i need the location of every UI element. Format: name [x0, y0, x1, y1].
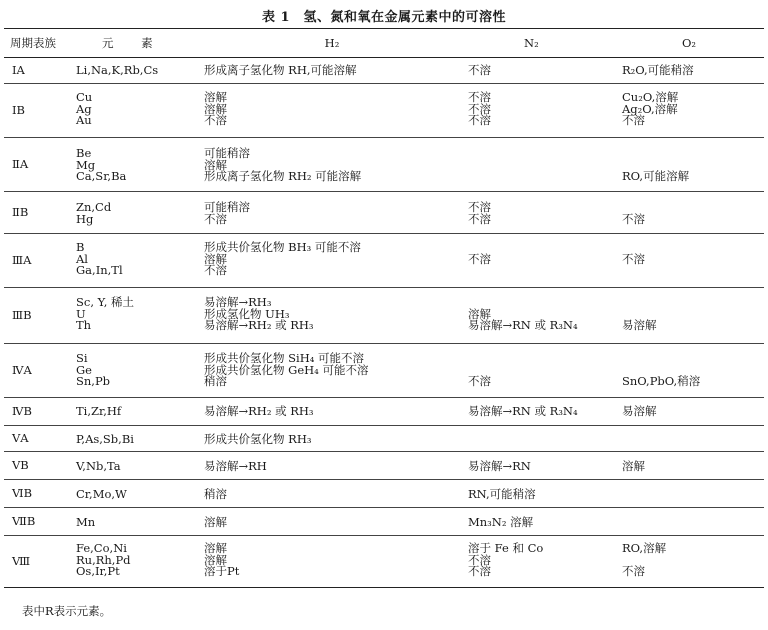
element-line: Cr,Mo,W — [76, 487, 127, 501]
o2-cell — [614, 480, 764, 508]
n2-cell — [464, 426, 614, 452]
h2-line: 溶解 — [204, 157, 227, 172]
h2-line: 溶解 — [204, 541, 227, 555]
group-cell: ⅠA — [12, 62, 25, 77]
o2-cell — [614, 508, 764, 536]
o2-line: 易溶解 — [622, 404, 657, 418]
o2-cell — [614, 344, 764, 398]
o2-line: 不溶 — [622, 211, 645, 226]
element-line: Ag — [76, 101, 92, 116]
element-line: Th — [76, 318, 92, 332]
h2-cell — [200, 398, 464, 426]
group-cell: ⅠB — [12, 102, 25, 117]
h2-cell — [200, 426, 464, 452]
element-cell — [72, 138, 200, 192]
h2-line: 易溶解→RH₂ 或 RH₃ — [204, 404, 314, 418]
n2-cell — [464, 398, 614, 426]
element-line: Au — [76, 113, 92, 127]
h2-line: 溶解 — [204, 251, 227, 266]
n2-cell — [464, 480, 614, 508]
n2-cell — [464, 508, 614, 536]
element-line: Sn,Pb — [76, 374, 111, 388]
table-body — [4, 58, 764, 588]
table-row — [4, 536, 764, 588]
element-line: Si — [76, 351, 88, 365]
header-group: 周期表族 — [4, 29, 72, 58]
element-cell — [72, 192, 200, 234]
element-line: Hg — [76, 211, 94, 226]
o2-line: 不溶 — [622, 113, 645, 127]
group-cell: ⅣA — [12, 362, 32, 377]
o2-line — [622, 353, 760, 365]
h2-line: 稍溶 — [204, 487, 227, 501]
n2-line: 不溶 — [468, 564, 491, 578]
footnote: 表中R表示元素。 — [22, 604, 112, 618]
o2-line — [622, 517, 760, 529]
o2-line: Ag₂O,溶解 — [622, 101, 678, 116]
o2-line: Cu₂O,溶解 — [622, 90, 679, 104]
h2-line: 可能稍溶 — [204, 146, 250, 160]
h2-line: 溶于Pt — [204, 564, 240, 578]
h2-cell — [200, 344, 464, 398]
table-row — [4, 138, 764, 192]
element-line: Al — [76, 251, 88, 266]
group-cell: ⅦB — [12, 513, 36, 528]
o2-cell — [614, 234, 764, 288]
h2-line: 形成离子氢化物 RH,可能溶解 — [204, 63, 357, 77]
element-line: V,Nb,Ta — [76, 459, 121, 473]
n2-cell — [464, 452, 614, 480]
header-h2: H₂ — [200, 29, 464, 58]
h2-cell — [200, 234, 464, 288]
group-cell: ⅢA — [12, 252, 32, 267]
o2-line — [622, 434, 760, 446]
o2-line: 易溶解 — [622, 318, 657, 332]
h2-line: 形成氢化物 UH₃ — [204, 306, 290, 321]
element-cell — [72, 58, 200, 84]
group-cell: Ⅷ — [12, 553, 31, 568]
h2-cell — [200, 288, 464, 344]
o2-line: 不溶 — [622, 251, 645, 266]
header-o2: O₂ — [614, 29, 764, 58]
n2-line: 不溶 — [468, 63, 491, 77]
h2-cell — [200, 480, 464, 508]
h2-cell — [200, 192, 464, 234]
group-cell: ⅤB — [12, 457, 29, 472]
element-line: Sc, Y, 稀土 — [76, 295, 135, 309]
o2-cell — [614, 452, 764, 480]
header-row — [4, 29, 764, 58]
o2-cell — [614, 84, 764, 138]
n2-cell — [464, 536, 614, 588]
element-line: P,As,Sb,Bi — [76, 432, 134, 446]
h2-cell — [200, 84, 464, 138]
element-cell — [72, 84, 200, 138]
table-row — [4, 234, 764, 288]
n2-line: 不溶 — [468, 101, 491, 116]
n2-line: 易溶解→RN 或 R₃N₄ — [468, 318, 578, 332]
element-line: Be — [76, 146, 92, 160]
element-cell — [72, 480, 200, 508]
n2-line: 易溶解→RN — [468, 459, 531, 473]
element-line: Li,Na,K,Rb,Cs — [76, 63, 159, 77]
o2-cell — [614, 138, 764, 192]
table-row — [4, 426, 764, 452]
element-line: Cu — [76, 90, 93, 104]
n2-line: 不溶 — [468, 374, 491, 388]
n2-line: 溶解 — [468, 306, 491, 321]
element-cell — [72, 452, 200, 480]
n2-line — [468, 148, 610, 160]
n2-line: 不溶 — [468, 200, 491, 214]
n2-cell — [464, 58, 614, 84]
n2-line: 不溶 — [468, 113, 491, 127]
h2-cell — [200, 536, 464, 588]
o2-line: RO,溶解 — [622, 541, 667, 555]
n2-cell — [464, 288, 614, 344]
h2-cell — [200, 508, 464, 536]
h2-line: 溶解 — [204, 552, 227, 567]
n2-line — [468, 353, 610, 365]
n2-line — [468, 265, 610, 277]
element-line: Ge — [76, 362, 92, 377]
element-line: Zn,Cd — [76, 200, 112, 214]
o2-line — [622, 148, 760, 160]
o2-cell — [614, 536, 764, 588]
h2-line: 不溶 — [204, 211, 227, 226]
o2-line — [622, 489, 760, 501]
table-row — [4, 288, 764, 344]
h2-line: 易溶解→RH₂ 或 RH₃ — [204, 318, 314, 332]
h2-line: 溶解 — [204, 515, 227, 529]
o2-cell — [614, 288, 764, 344]
group-cell: ⅥB — [12, 485, 33, 500]
element-line: Mn — [76, 515, 96, 529]
table-row — [4, 192, 764, 234]
n2-line — [468, 160, 610, 172]
h2-line: 可能稍溶 — [204, 200, 250, 214]
n2-cell — [464, 234, 614, 288]
o2-cell — [614, 398, 764, 426]
element-line: Fe,Co,Ni — [76, 541, 127, 555]
o2-line: 不溶 — [622, 564, 645, 578]
element-cell — [72, 288, 200, 344]
h2-cell — [200, 138, 464, 192]
n2-line: 易溶解→RN 或 R₃N₄ — [468, 404, 578, 418]
element-line: Ca,Sr,Ba — [76, 169, 127, 183]
h2-line: 溶解 — [204, 90, 227, 104]
element-cell — [72, 536, 200, 588]
o2-line: R₂O,可能稍溶 — [622, 63, 694, 77]
element-cell — [72, 398, 200, 426]
h2-line: 易溶解→RH₃ — [204, 295, 272, 309]
n2-cell — [464, 192, 614, 234]
table-row — [4, 84, 764, 138]
o2-cell — [614, 426, 764, 452]
h2-line: 形成离子氢化物 RH₂ 可能溶解 — [204, 169, 362, 183]
element-line: Ru,Rh,Pd — [76, 552, 131, 567]
table-title: 表 1 氢、氮和氧在金属元素中的可溶性 — [261, 10, 507, 25]
element-line: Ti,Zr,Hf — [76, 404, 122, 418]
element-line: Ga,In,Tl — [76, 263, 123, 277]
element-cell — [72, 426, 200, 452]
header-element: 元 素 — [72, 29, 200, 58]
solubility-table — [4, 28, 764, 588]
element-cell — [72, 508, 200, 536]
n2-line: 不溶 — [468, 251, 491, 266]
element-cell — [72, 344, 200, 398]
n2-line — [468, 434, 610, 446]
n2-line — [468, 171, 610, 183]
n2-cell — [464, 84, 614, 138]
h2-line: 不溶 — [204, 263, 227, 277]
n2-line: 不溶 — [468, 552, 491, 567]
h2-line: 形成共价氢化物 BH₃ 可能不溶 — [204, 240, 361, 254]
o2-line — [622, 265, 760, 277]
h2-line: 易溶解→RH — [204, 459, 267, 473]
table-row — [4, 398, 764, 426]
n2-line: 不溶 — [468, 211, 491, 226]
h2-line: 不溶 — [204, 113, 227, 127]
n2-line: RN,可能稍溶 — [468, 487, 536, 501]
h2-line: 稍溶 — [204, 374, 227, 388]
group-cell: ⅢB — [12, 307, 32, 322]
header-n2: N₂ — [464, 29, 614, 58]
n2-line: Mn₃N₂ 溶解 — [468, 515, 534, 529]
table-row — [4, 480, 764, 508]
element-line: U — [76, 306, 86, 321]
h2-cell — [200, 452, 464, 480]
element-cell — [72, 234, 200, 288]
element-line: B — [76, 240, 85, 254]
table-row — [4, 58, 764, 84]
h2-line: 形成共价氢化物 GeH₄ 可能不溶 — [204, 362, 369, 377]
group-cell: ⅡA — [12, 156, 29, 171]
group-cell: ⅤA — [12, 430, 29, 445]
table-row — [4, 508, 764, 536]
n2-line: 溶于 Fe 和 Co — [468, 541, 544, 555]
n2-cell — [464, 344, 614, 398]
o2-cell — [614, 192, 764, 234]
table-row — [4, 344, 764, 398]
o2-line: 溶解 — [622, 459, 645, 473]
h2-line: 溶解 — [204, 101, 227, 116]
table-row — [4, 452, 764, 480]
n2-cell — [464, 138, 614, 192]
h2-line: 形成共价氢化物 SiH₄ 可能不溶 — [204, 351, 365, 365]
o2-line — [622, 297, 760, 309]
element-line: Os,Ir,Pt — [76, 564, 120, 578]
h2-line: 形成共价氢化物 RH₃ — [204, 432, 312, 446]
group-cell: ⅣB — [12, 403, 32, 418]
group-cell: ⅡB — [12, 204, 29, 219]
element-line: Mg — [76, 157, 96, 172]
o2-line: SnO,PbO,稍溶 — [622, 374, 701, 388]
o2-cell — [614, 58, 764, 84]
h2-cell — [200, 58, 464, 84]
o2-line: RO,可能溶解 — [622, 169, 690, 183]
n2-line: 不溶 — [468, 90, 491, 104]
